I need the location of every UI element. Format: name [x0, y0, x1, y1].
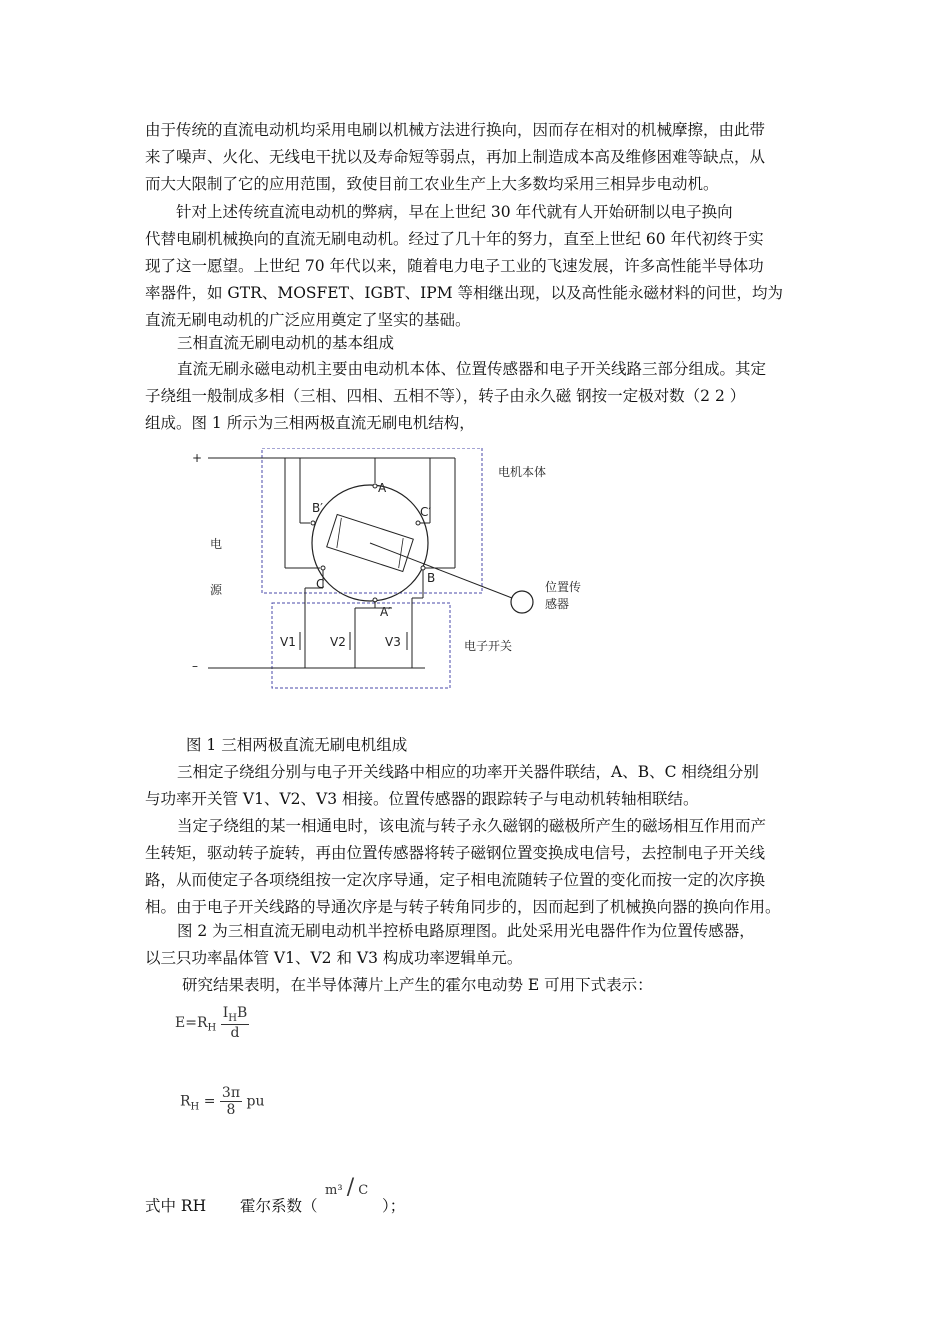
- text-line: 直流无刷永磁电动机主要由电动机本体、位置传感器和电子开关线路三部分组成。其定: [177, 360, 767, 378]
- formula-1-sub: H: [207, 1022, 217, 1034]
- label-A: A: [378, 481, 387, 495]
- plus-label: +: [192, 451, 203, 465]
- paragraph-2: [145, 199, 810, 334]
- label-V3: V3: [385, 635, 401, 649]
- paragraph-6: [145, 918, 810, 972]
- sensor-label-2: 感器: [545, 597, 570, 611]
- text-line: 生转矩，驱动转子旋转，再由位置传感器将转子磁钢位置变换成电信号，去控制电子开关线: [145, 844, 766, 862]
- paragraph-4: [145, 759, 810, 813]
- motor-structure-diagram: [180, 448, 610, 698]
- motor-body-box: [262, 448, 482, 593]
- unit-numerator: m³: [325, 1183, 343, 1198]
- unit-denominator: C: [358, 1183, 369, 1198]
- formula-hall-coefficient: [180, 1085, 264, 1118]
- power-label-2: 源: [210, 583, 223, 597]
- text-line: 子绕组一般制成多相（三相、四相、五相不等），转子由永久磁 钢按一定极对数（2 2 ）: [145, 387, 746, 405]
- text-line: 相。由于电子开关线路的导通次序是与转子转角同步的，因而起到了机械换向器的换向作用。: [145, 898, 781, 916]
- formula-hall-emf: [175, 1005, 249, 1041]
- formula-1-numerator: [221, 1005, 250, 1025]
- text-line: 以三只功率晶体管 V1、V2 和 V3 构成功率逻辑单元。: [145, 949, 523, 967]
- paragraph-3: [145, 356, 810, 437]
- figure-caption: 图 1 三相两极直流无刷电机组成: [186, 736, 408, 754]
- formula-1-fraction: [221, 1005, 250, 1041]
- formula-2-denominator: 8: [226, 1102, 236, 1118]
- formula-2-numerator: 3π: [221, 1085, 241, 1101]
- transistor-v3: [407, 628, 412, 654]
- formula-2-lhs: R: [180, 1093, 191, 1110]
- text-line: 现了这一愿望。上世纪 70 年代以来，随着电力电子工业的飞速发展，许多高性能半导体功: [145, 257, 764, 275]
- text-line: 率器件，如 GTR、MOSFET、IGBT、IPM 等相继出现，以及高性能永磁材料的问世，均为: [145, 284, 784, 302]
- num-B: B: [236, 1005, 248, 1021]
- text-line: 直流无刷电动机的广泛应用奠定了坚实的基础。: [145, 311, 471, 329]
- motor-body-label: 电机本体: [498, 465, 547, 479]
- formula-2-sub: H: [190, 1101, 200, 1113]
- switch-label: 电子开关: [464, 639, 513, 653]
- text-line: 来了噪声、火化、无线电干扰以及寿命短等弱点，再加上制造成本高及维修困难等缺点，从: [145, 148, 766, 166]
- formula-1-lhs: E=R: [175, 1014, 208, 1031]
- unit-slash: /: [346, 1175, 355, 1200]
- label-V2: V2: [330, 635, 346, 649]
- minus-label: –: [192, 659, 198, 673]
- text-line: 代替电刷机械换向的直流无刷电动机。经过了几十年的努力，直至上世纪 60 年代初终于实: [145, 230, 764, 248]
- power-label-1: 电: [210, 537, 223, 551]
- heading-text: 三相直流无刷电动机的基本组成: [177, 334, 395, 352]
- text-line: 而大大限制了它的应用范围，致使目前工农业生产上大多数均采用三相异步电动机。: [145, 175, 719, 193]
- label-C-prime: C′: [420, 505, 432, 519]
- text-line: 组成。图 1 所示为三相两极直流无刷电机结构，: [145, 414, 475, 432]
- position-sensor-circle: [511, 591, 533, 613]
- text-line: 当定子绕组的某一相通电时，该电流与转子永久磁钢的磁极所产生的磁场相互作用而产: [177, 817, 767, 835]
- num-I: I: [222, 1005, 229, 1021]
- text-line: 图 2 为三相直流无刷电动机半控桥电路原理图。此处采用光电器件作为位置传感器，: [177, 922, 755, 940]
- label-B: B: [427, 571, 436, 585]
- label-C: C: [316, 577, 325, 591]
- formula-2-tail: pu: [246, 1093, 265, 1110]
- rh-definition-prefix: 式中 RH: [145, 1197, 207, 1215]
- text-line: 针对上述传统直流电动机的弊病，早在上世纪 30 年代就有人开始研制以电子换向: [145, 203, 733, 221]
- label-B-prime: B′: [312, 501, 323, 515]
- text-line: 路，从而使定子各项绕组按一定次序导通，定子相电流随转子位置的变化而按一定的次序换: [145, 871, 766, 889]
- text-line: 由于传统的直流电动机均采用电刷以机械方法进行换向，因而存在相对的机械摩擦，由此带: [145, 121, 766, 139]
- unit-fraction: [325, 1175, 368, 1200]
- formula-2-eq: =: [199, 1093, 220, 1110]
- switch-box: [272, 603, 450, 688]
- rh-definition-suffix: ）；: [382, 1197, 406, 1215]
- label-A-prime: A′: [380, 605, 391, 619]
- transistor-v1: [300, 628, 305, 654]
- formula-2-fraction: [220, 1085, 242, 1118]
- num-sub-H: H: [228, 1012, 237, 1024]
- label-V1: V1: [280, 635, 296, 649]
- section-heading: [177, 330, 842, 357]
- paragraph-7: [182, 972, 847, 999]
- text-line: 与功率开关管 V1、V2、V3 相接。位置传感器的跟踪转子与电动机转轴相联结。: [145, 790, 699, 808]
- paragraph-5: [145, 813, 810, 921]
- text-line: 研究结果表明，在半导体薄片上产生的霍尔电动势 E 可用下式表示：: [182, 976, 653, 994]
- rh-definition-label: 霍尔系数（: [240, 1197, 318, 1215]
- sensor-label-1: 位置传: [545, 580, 582, 594]
- transistor-v2: [350, 628, 355, 654]
- text-line: 三相定子绕组分别与电子开关线路中相应的功率开关器件联结，A、B、C 相绕组分别: [177, 763, 759, 781]
- formula-1-denominator: d: [230, 1024, 240, 1041]
- paragraph-1: [145, 117, 810, 198]
